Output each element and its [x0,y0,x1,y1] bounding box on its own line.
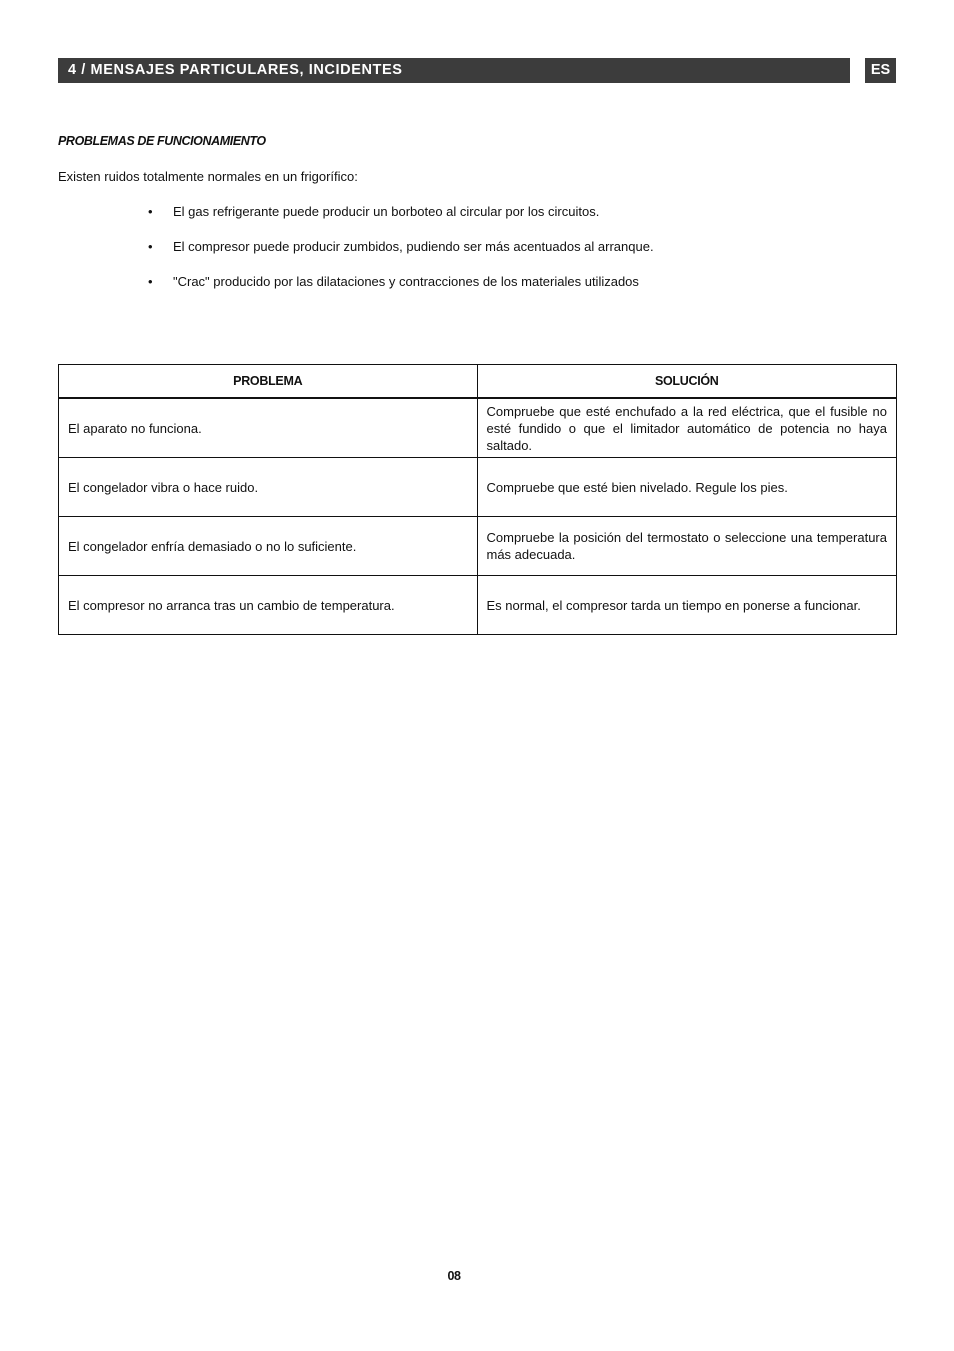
solution-cell: Compruebe la posición del termostato o seleccione una temperatura más adecuada. [477,517,897,576]
bullet-icon: • [148,204,153,219]
section-header-title: 4 / MENSAJES PARTICULARES, INCIDENTES [68,62,403,78]
page-number: 08 [447,1269,461,1283]
troubleshooting-table [58,364,897,635]
noise-list [148,203,654,308]
solution-cell: Compruebe que esté enchufado a la red eléctrica, que el fusible no esté fundido o que el limitador automático de potencia no haya saltado. [477,398,897,458]
list-item [148,273,654,308]
table-header-row [59,365,897,399]
language-badge: ES [865,58,896,83]
table-row [59,458,897,517]
intro-paragraph: Existen ruidos totalmente normales en un frigorífico: [58,169,358,184]
bullet-icon: • [148,274,153,289]
section-header-bar [58,58,850,83]
table-row [59,398,897,458]
section-title: PROBLEMAS DE FUNCIONAMIENTO [58,134,266,148]
table-row [59,576,897,635]
list-item [148,203,654,238]
problem-cell: El compresor no arranca tras un cambio de temperatura. [59,576,478,635]
table-row [59,517,897,576]
list-item-text: "Crac" producido por las dilataciones y contracciones de los materiales utilizados [173,274,639,289]
solution-cell: Es normal, el compresor tarda un tiempo en ponerse a funcionar. [477,576,897,635]
problem-cell: El congelador enfría demasiado o no lo suficiente. [59,517,478,576]
column-header-problem: PROBLEMA [59,365,478,399]
list-item [148,238,654,273]
solution-cell: Compruebe que esté bien nivelado. Regule los pies. [477,458,897,517]
column-header-solution: SOLUCIÓN [477,365,897,399]
list-item-text: El gas refrigerante puede producir un borboteo al circular por los circuitos. [173,204,600,219]
problem-cell: El congelador vibra o hace ruido. [59,458,478,517]
problem-cell: El aparato no funciona. [59,398,478,458]
bullet-icon: • [148,239,153,254]
list-item-text: El compresor puede producir zumbidos, pudiendo ser más acentuados al arranque. [173,239,654,254]
